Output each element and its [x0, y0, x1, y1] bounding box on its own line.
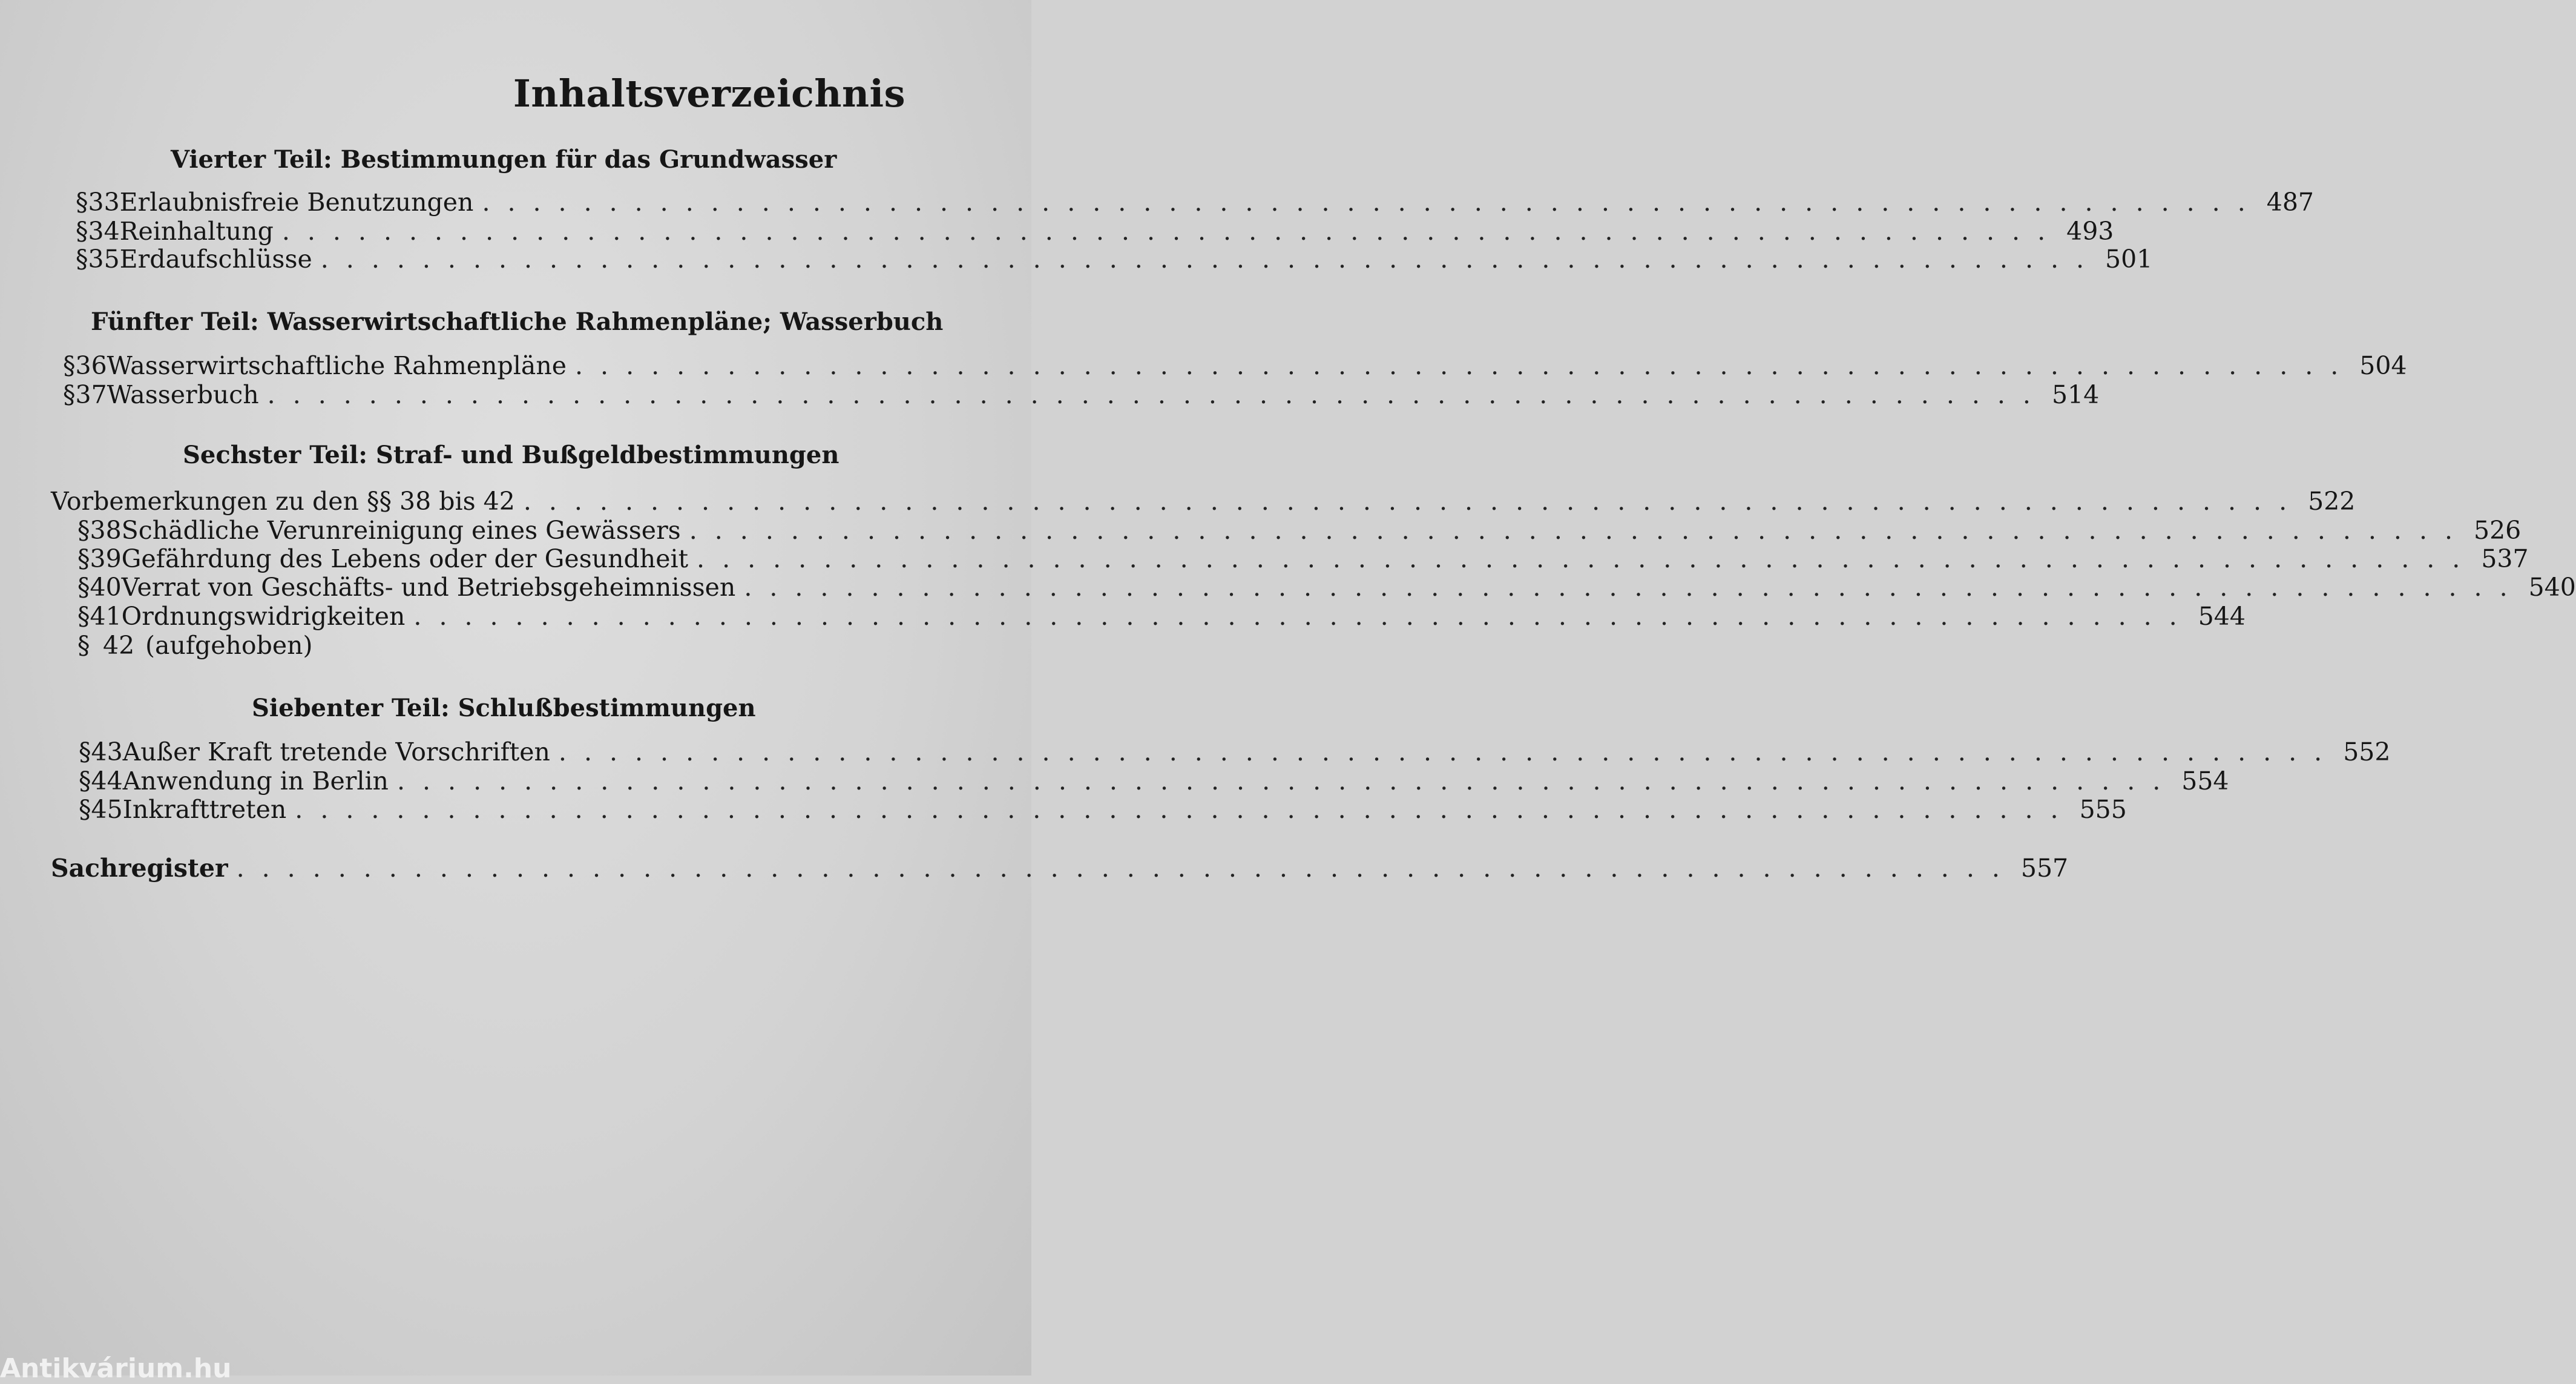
entry-number: 42	[103, 631, 135, 660]
entry-number: 36	[75, 351, 107, 380]
dot-leader: ......................................................................	[396, 766, 2178, 796]
toc-entry-44[interactable]	[79, 766, 2229, 796]
toc-entry-43[interactable]	[79, 737, 2391, 766]
section-heading-4: Vierter Teil: Bestimmungen für das Grundwasser	[171, 145, 837, 174]
paragraph-sign: §	[77, 516, 90, 545]
dot-leader: ......................................................................	[689, 516, 2471, 545]
paragraph-sign: §	[77, 573, 90, 602]
toc-entry-41[interactable]	[77, 602, 2246, 631]
entry-number: 37	[75, 380, 107, 409]
entry-title: Außer Kraft tretende Vorschriften	[122, 737, 550, 766]
section-heading-7: Siebenter Teil: Schlußbestimmungen	[252, 694, 756, 722]
dot-leader: ......................................................................	[413, 602, 2195, 631]
paragraph-sign: §	[79, 795, 91, 824]
entry-number: 41	[90, 602, 122, 631]
entry-page: 544	[2198, 602, 2246, 631]
entry-page: 537	[2481, 544, 2529, 573]
toc-entry-register[interactable]	[51, 854, 2069, 883]
entry-title: Wasserbuch	[107, 380, 259, 409]
dot-leader: ......................................................................	[236, 854, 2017, 883]
entry-page: 487	[2266, 188, 2314, 217]
toc-entry-36[interactable]	[63, 351, 2407, 380]
paragraph-sign: §	[79, 737, 91, 766]
dot-leader: ......................................................................	[575, 351, 2356, 380]
paragraph-sign: §	[63, 351, 76, 380]
entry-page: 526	[2474, 516, 2522, 545]
entry-title: (aufgehoben)	[145, 631, 313, 660]
entry-title: Wasserwirtschaftliche Rahmenpläne	[107, 351, 567, 380]
page-title: Inhaltsverzeichnis	[513, 71, 905, 116]
entry-number: 33	[88, 188, 120, 217]
entry-number: 44	[91, 766, 123, 796]
entry-page: 501	[2105, 245, 2153, 274]
dot-leader: ......................................................................	[295, 795, 2076, 824]
toc-entry-40[interactable]	[77, 573, 2576, 602]
entry-number: 34	[88, 217, 120, 246]
dot-leader: ......................................................................	[558, 737, 2340, 766]
paragraph-sign: §	[77, 544, 90, 573]
entry-page: 557	[2020, 854, 2069, 883]
paragraph-sign: §	[77, 602, 90, 631]
entry-title: Verrat von Geschäfts- und Betriebsgeheimnissen	[121, 573, 736, 602]
entry-title: Erdaufschlüsse	[119, 245, 312, 274]
dot-leader: ......................................................................	[744, 573, 2525, 602]
entry-title: Anwendung in Berlin	[122, 766, 389, 796]
toc-entry-35[interactable]	[76, 245, 2153, 274]
toc-entry-42[interactable]	[77, 631, 916, 660]
entry-title: Reinhaltung	[119, 217, 274, 246]
entry-page: 555	[2079, 795, 2127, 824]
entry-title: Ordnungswidrigkeiten	[121, 602, 406, 631]
toc-entry-34[interactable]	[76, 217, 2114, 246]
section-heading-6: Sechster Teil: Straf- und Bußgeldbestimmungen	[183, 441, 840, 469]
entry-number: 39	[90, 544, 122, 573]
entry-page: 540	[2528, 573, 2576, 602]
entry-title: Gefährdung des Lebens oder der Gesundheit	[121, 544, 689, 573]
entry-number: 38	[90, 516, 122, 545]
entry-page: 493	[2066, 217, 2114, 246]
toc-entry-39[interactable]	[77, 544, 2529, 573]
entry-title: Vorbemerkungen zu den §§ 38 bis 42	[51, 487, 515, 516]
entry-page: 554	[2181, 766, 2229, 796]
paragraph-sign: §	[79, 766, 91, 796]
entry-title: Schädliche Verunreinigung eines Gewässers	[121, 516, 681, 545]
toc-entry-intro[interactable]	[51, 487, 2356, 516]
watermark: Antikvárium.hu	[0, 1353, 232, 1384]
toc-entry-45[interactable]	[79, 795, 2127, 824]
dot-leader: ......................................................................	[281, 217, 2063, 246]
toc-entry-37[interactable]	[63, 380, 2100, 409]
dot-leader: ......................................................................	[267, 380, 2048, 409]
paragraph-sign: §	[76, 245, 88, 274]
entry-number: 43	[91, 737, 123, 766]
paragraph-sign: §	[77, 631, 90, 660]
toc-entry-38[interactable]	[77, 516, 2522, 545]
register-title: Sachregister	[51, 854, 228, 883]
paragraph-sign: §	[76, 188, 88, 217]
entry-number: 45	[91, 795, 123, 824]
paragraph-sign: §	[63, 380, 76, 409]
entry-page: 522	[2308, 487, 2356, 516]
entry-page: 552	[2343, 737, 2391, 766]
dot-leader: ......................................................................	[320, 245, 2102, 274]
entry-number: 35	[88, 245, 120, 274]
entry-page: 504	[2359, 351, 2407, 380]
paragraph-sign: §	[76, 217, 88, 246]
entry-number: 40	[90, 573, 122, 602]
section-heading-5: Fünfter Teil: Wasserwirtschaftliche Rahmenpläne; Wasserbuch	[91, 308, 944, 336]
entry-title: Erlaubnisfreie Benutzungen	[119, 188, 474, 217]
entry-title: Inkrafttreten	[122, 795, 287, 824]
toc-entry-33[interactable]	[76, 188, 2314, 217]
dot-leader: ......................................................................	[482, 188, 2263, 217]
dot-leader: ......................................................................	[697, 544, 2478, 573]
dot-leader: ......................................................................	[523, 487, 2305, 516]
entry-page: 514	[2051, 380, 2100, 409]
